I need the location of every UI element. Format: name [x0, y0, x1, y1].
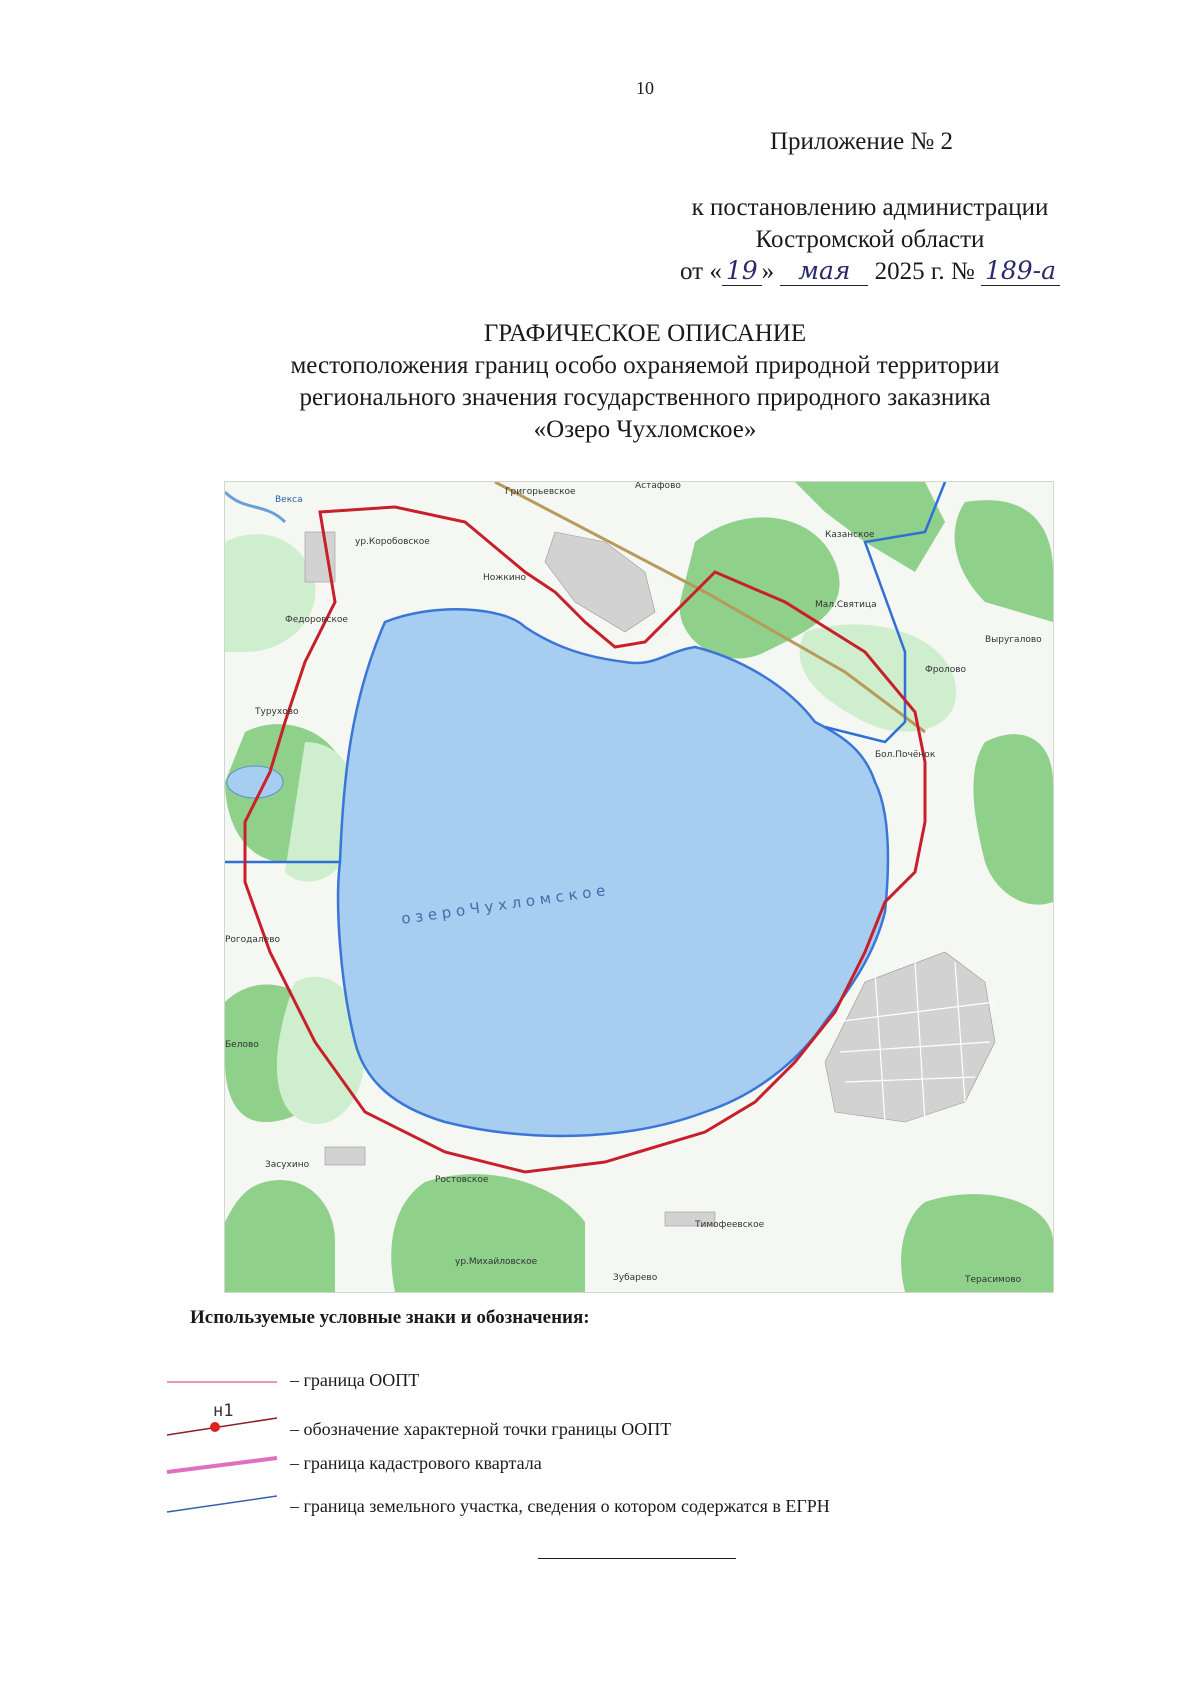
map-svg [225, 482, 1053, 1292]
label-grigorevskoe: Григорьевское [505, 487, 576, 497]
label-kazanskoe: Казанское [825, 530, 875, 540]
forest-south-west-corner [225, 1180, 335, 1292]
resolution-line-1: к постановлению администрации [691, 194, 1049, 221]
settlement-zasukhino [325, 1147, 365, 1165]
handwritten-day: 19 [722, 257, 762, 286]
legend-cadastral-quarter [165, 1448, 1065, 1488]
label-rogodalevo: Рогодалево [225, 935, 281, 945]
label-frolovo: Фролово [925, 665, 967, 675]
legend-point-symbol [165, 1398, 290, 1448]
label-zasukino: Засухино [265, 1160, 310, 1170]
legend-label-quarter: – граница кадастрового квартала [290, 1453, 542, 1473]
document-title [0, 318, 1200, 446]
date-prefix: от « [679, 258, 722, 285]
point-marker [210, 1422, 220, 1432]
label-belovo: Белово [225, 1040, 259, 1050]
title-heading: ГРАФИЧЕСКОЕ ОПИСАНИЕ [483, 320, 807, 347]
closing-line [538, 1558, 736, 1559]
label-zubarevo: Зубарево [613, 1273, 658, 1283]
label-terasimovo: Терасимово [965, 1275, 1022, 1285]
legend-label-point: – обозначение характерной точки границы ООПТ [290, 1419, 672, 1439]
legend-label-oopt: – граница ООПТ [290, 1370, 420, 1390]
label-timofeevskoe: Тимофеевское [695, 1220, 765, 1230]
date-year: 2025 г. № [874, 258, 975, 285]
legend-label-parcel: – граница земельного участка, сведения о котором содержатся в ЕГРН [290, 1496, 830, 1516]
label-vyrugalo: Выругалово [985, 635, 1042, 645]
label-bol-pochenok: Бол.Почёнок [875, 750, 936, 760]
annex-number: Приложение № 2 [770, 128, 954, 155]
handwritten-month: мая [780, 257, 868, 286]
title-line-2: регионального значения государственного природного заказника [299, 384, 991, 411]
label-turukovo: Турухово [255, 707, 299, 717]
date-mid: » [761, 258, 775, 285]
label-fedorovskoe: Федоровское [285, 615, 348, 625]
page-number: 10 [636, 78, 654, 98]
legend-title: Используемые условные знаки и обозначения: [190, 1307, 590, 1328]
boundary-map [224, 481, 1054, 1293]
label-ur-korobovskoe: ур.Коробовское [355, 537, 430, 547]
resolution-line-2: Костромской области [755, 226, 985, 253]
label-veksa: Векса [275, 495, 303, 505]
pond-west [227, 766, 283, 798]
label-nozhkino: Ножкино [483, 573, 527, 583]
resolution-reference [650, 192, 1090, 288]
point-label: н1 [213, 1401, 234, 1421]
label-lake: о з е р о Ч у х л о м с к о е [400, 881, 607, 928]
legend-characteristic-point [165, 1398, 1065, 1448]
label-astafovo: Астафово [635, 482, 681, 491]
title-line-3: «Озеро Чухломское» [533, 416, 757, 443]
label-mal-svyatitsa: Мал.Святица [815, 600, 877, 610]
legend-quarter-line [165, 1448, 290, 1488]
resolution-date-line [650, 256, 1090, 288]
legend-land-parcel [165, 1486, 1065, 1526]
title-line-1: местоположения границ особо охраняемой природной территории [290, 352, 1000, 379]
handwritten-number: 189-а [981, 257, 1060, 286]
label-ur-mikhaylovskoe: ур.Михайловское [455, 1257, 538, 1267]
legend-parcel-line [165, 1486, 290, 1526]
label-rostovskoe: Ростовское [435, 1175, 489, 1185]
